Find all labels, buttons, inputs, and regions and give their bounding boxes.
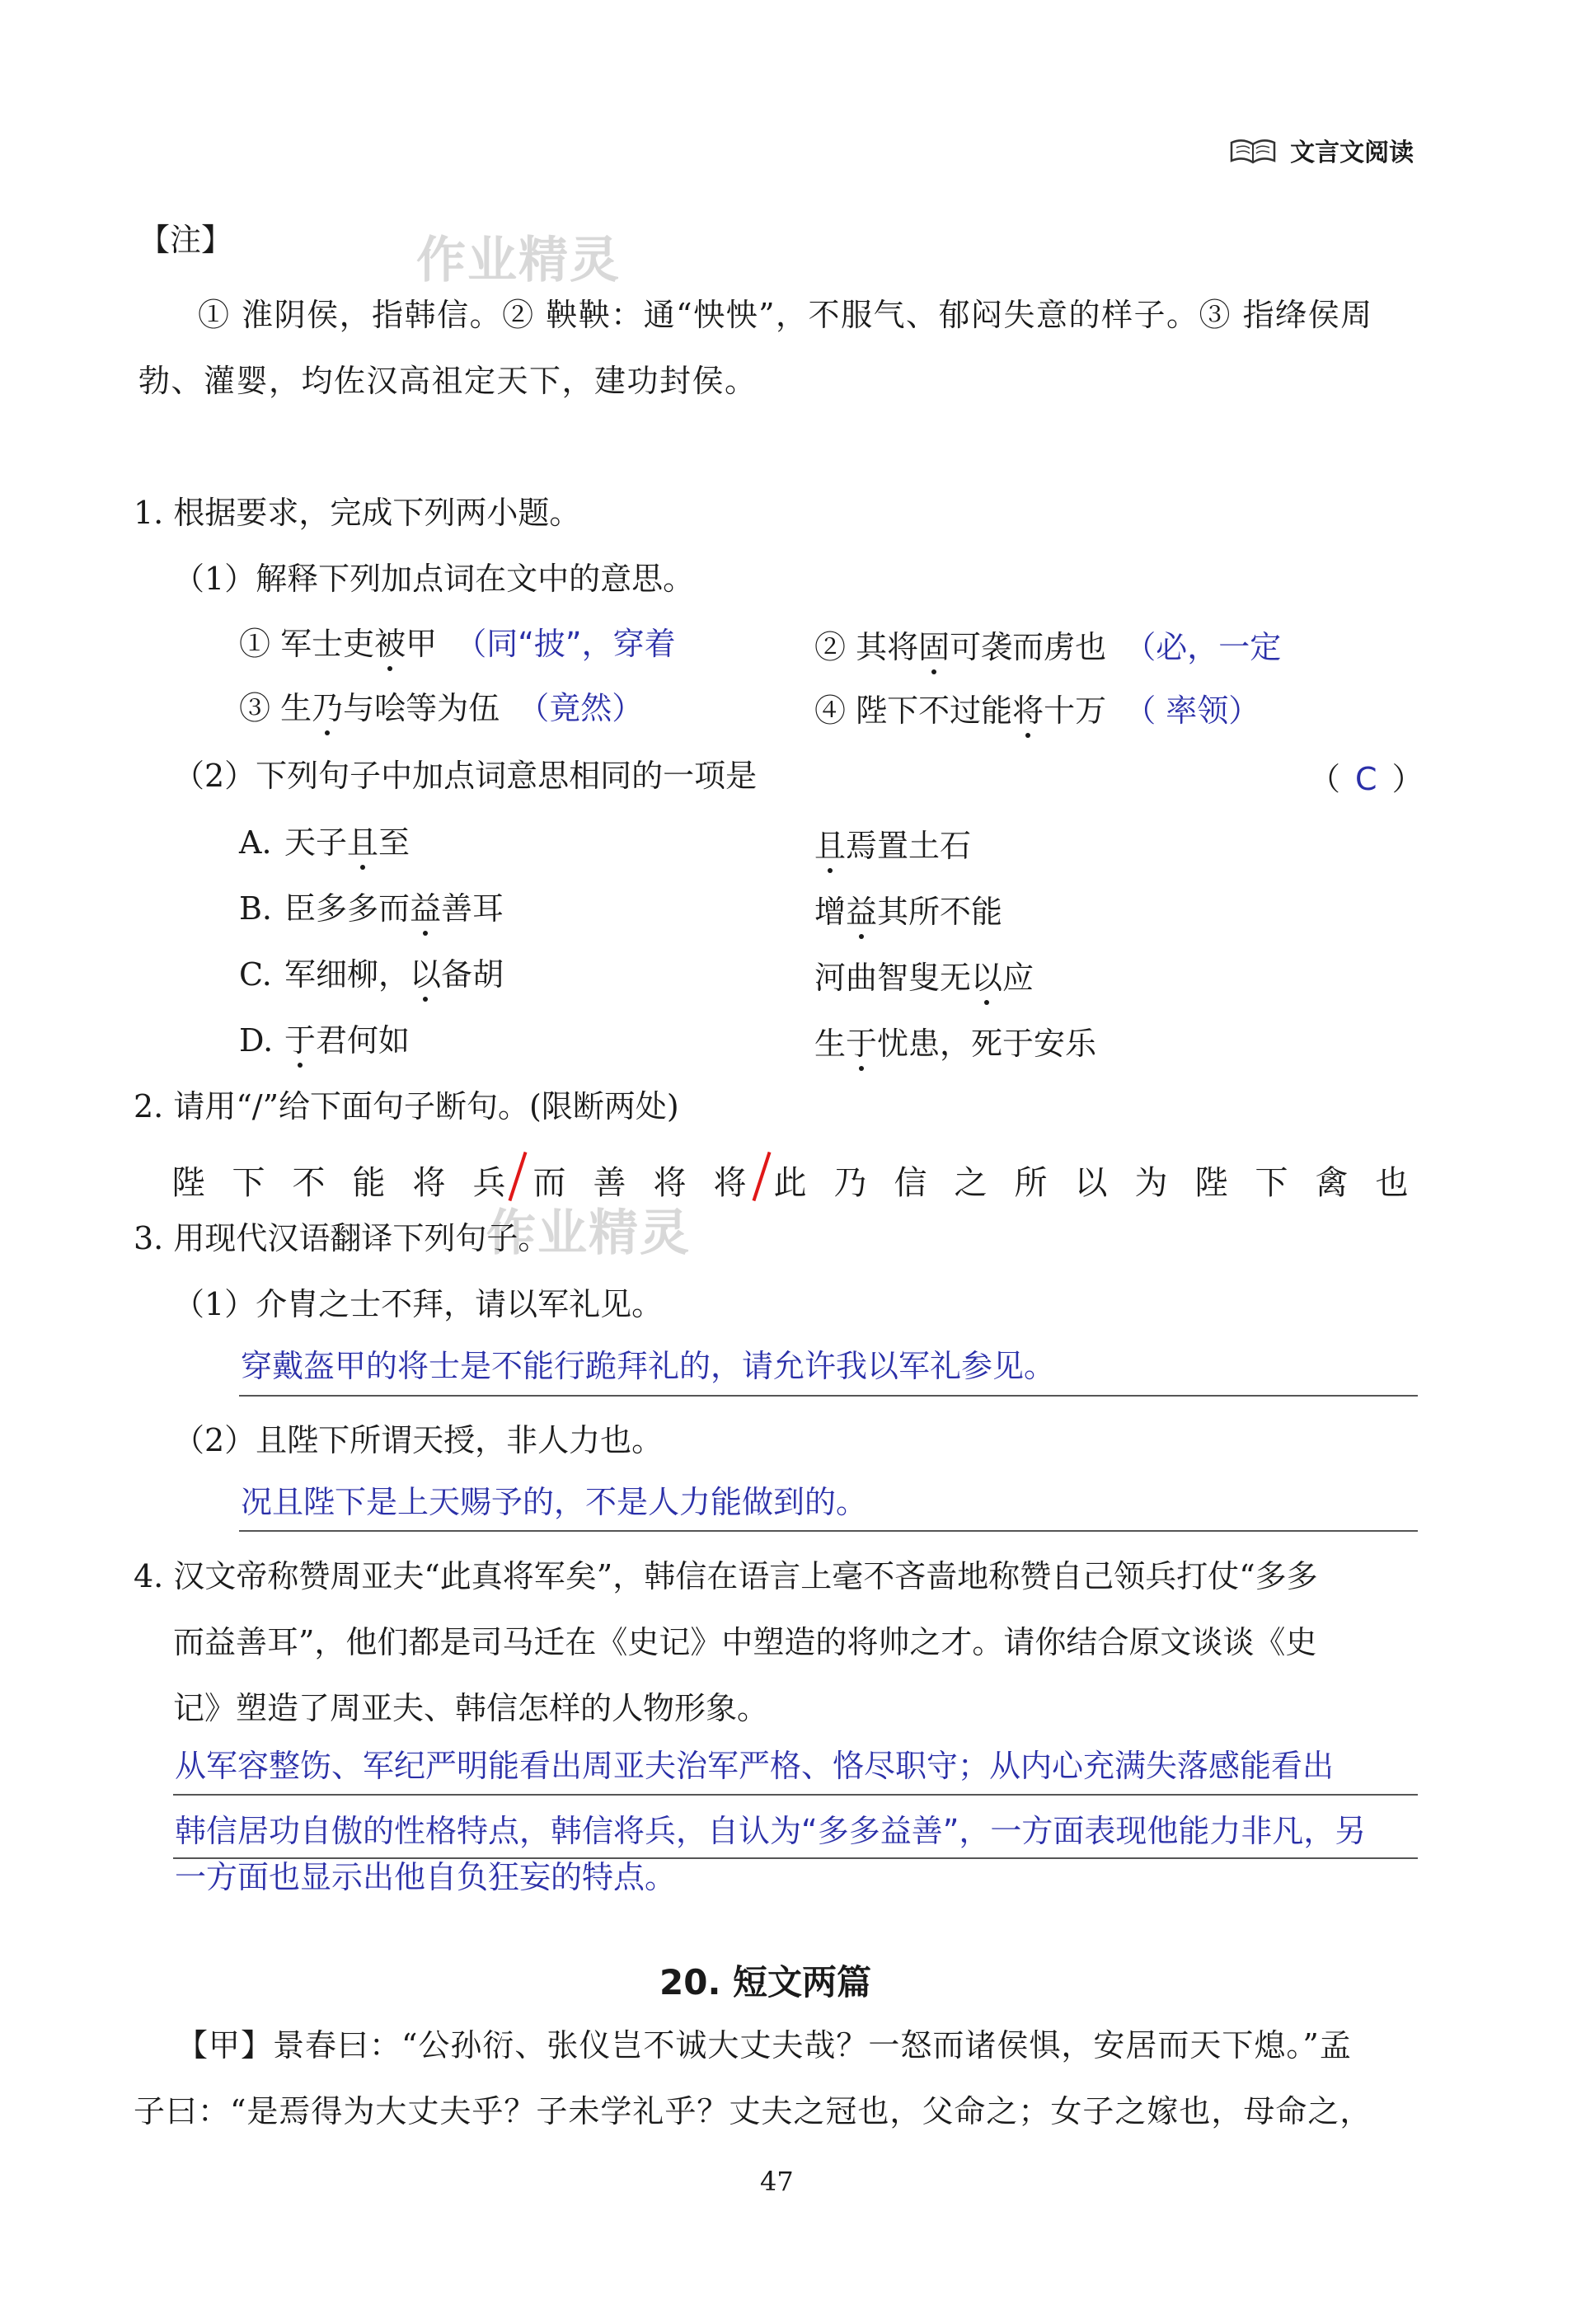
option-c-right: 河曲智叟无以应 bbox=[814, 960, 1034, 996]
note-line: 勃、灌婴，均佐汉高祖定天下，建功封侯。 bbox=[138, 363, 758, 399]
question-1-2-stem: （2）下列句子中加点词意思相同的一项是 bbox=[173, 758, 758, 794]
answer-text: （必，一定 bbox=[1124, 629, 1282, 665]
section-title: 文言文阅读 bbox=[1290, 139, 1414, 167]
question-3-stem: 3. 用现代汉语翻译下列句子。 bbox=[134, 1220, 550, 1256]
option-a-right: 且焉置土石 bbox=[814, 828, 972, 864]
q4-answer-line: 一方面也显示出他自负狂妄的特点。 bbox=[175, 1859, 677, 1895]
q1-item-4: ④ 陛下不过能将十万 （ 率领） bbox=[814, 693, 1260, 729]
option-d-right: 生于忧患，死于安乐 bbox=[814, 1026, 1097, 1062]
section-20-title: 20. 短文两篇 bbox=[659, 1962, 872, 2002]
q3-answer-2: 况且陛下是上天赐予的，不是人力能做到的。 bbox=[241, 1484, 868, 1520]
answer-bracket: （ C ） bbox=[1309, 761, 1424, 797]
page-number: 47 bbox=[760, 2166, 794, 2197]
watermark: 作业精灵 bbox=[486, 1204, 691, 1262]
note-heading: 【注】 bbox=[138, 222, 233, 258]
section-20-line: 【甲】景春曰：“公孙衍、张仪岂不诚大丈夫哉？一怒而诸侯惧，安居而天下熄。”孟 bbox=[176, 2027, 1352, 2063]
option-b: B. 臣多多而益善耳 bbox=[239, 890, 504, 927]
answer-line bbox=[239, 1530, 1418, 1532]
question-4-line: 记》塑造了周亚夫、韩信怎样的人物形象。 bbox=[173, 1690, 769, 1726]
option-a: A. 天子且至 bbox=[239, 824, 410, 861]
answer-text: （ 率领） bbox=[1124, 693, 1260, 729]
question-1-stem: 1. 根据要求，完成下列两小题。 bbox=[134, 495, 581, 531]
answer-line bbox=[239, 1395, 1418, 1397]
q4-answer-line: 韩信居功自傲的性格特点，韩信将兵，自认为“多多益善”，一方面表现他能力非凡，另 bbox=[175, 1813, 1367, 1849]
option-d: D. 于君何如 bbox=[239, 1022, 410, 1059]
q3-answer-1: 穿戴盔甲的将士是不能行跪拜礼的，请允许我以军礼参见。 bbox=[241, 1348, 1056, 1384]
q3-item-2: （2）且陛下所谓天授，非人力也。 bbox=[173, 1422, 664, 1458]
question-4-line: 而益善耳”，他们都是司马迁在《史记》中塑造的将帅之才。请你结合原文谈谈《史 bbox=[173, 1624, 1317, 1660]
punctuation-sentence: 陛 下 不 能 将 兵 而 善 将 将 此 乃 信 之 所 以 为 陛 下 禽 也 bbox=[171, 1164, 1409, 1202]
answer-text: （竟然） bbox=[518, 690, 644, 726]
answer-text: （同“披”，穿着 bbox=[455, 626, 676, 662]
open-book-icon bbox=[1228, 136, 1278, 164]
question-2-stem: 2. 请用“/”给下面句子断句。(限断两处) bbox=[134, 1088, 679, 1124]
answer-line bbox=[173, 1794, 1418, 1796]
question-4-line: 4. 汉文帝称赞周亚夫“此真将军矣”，韩信在语言上毫不吝啬地称赞自己领兵打仗“多多 bbox=[134, 1558, 1318, 1594]
q1-item-3: ③ 生乃与哙等为伍 （竟然） bbox=[239, 690, 644, 726]
section-20-line: 子曰：“是焉得为大丈夫乎？子未学礼乎？丈夫之冠也，父命之；女子之嫁也，母命之， bbox=[134, 2093, 1372, 2129]
option-b-right: 增益其所不能 bbox=[814, 894, 1003, 930]
q3-item-1: （1）介胄之士不拜，请以军礼见。 bbox=[173, 1286, 664, 1322]
q1-item-2: ② 其将固可袭而虏也 （必，一定 bbox=[814, 629, 1282, 665]
page-header bbox=[1228, 132, 1414, 168]
watermark: 作业精灵 bbox=[416, 232, 621, 289]
note-line: ① 淮阴侯，指韩信。② 鞅鞅：通“怏怏”，不服气、郁闷失意的样子。③ 指绛侯周 bbox=[198, 297, 1373, 333]
question-1-1-stem: （1）解释下列加点词在文中的意思。 bbox=[173, 561, 695, 597]
q4-answer-line: 从军容整饬、军纪严明能看出周亚夫治军严格、恪尽职守；从内心充满失落感能看出 bbox=[175, 1748, 1335, 1784]
answer-choice: C bbox=[1355, 761, 1377, 797]
q1-item-1: ① 军士吏被甲 （同“披”，穿着 bbox=[239, 626, 676, 662]
option-c: C. 军细柳，以备胡 bbox=[239, 956, 504, 993]
